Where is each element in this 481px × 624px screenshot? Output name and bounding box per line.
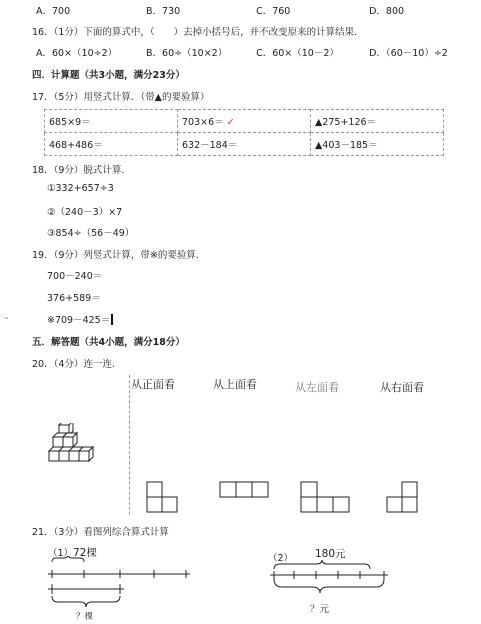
q17-cell[interactable]: 632－184＝ [178,133,311,156]
view-label-top: 从上面看 [213,378,257,391]
view-label-right: 从右面看 [380,381,424,394]
q21-stem: 21．（3分）看图列综合算式计算 [32,527,169,538]
q18-item-2[interactable]: ②（240－3）×7 [47,207,123,218]
section-4-heading: 四．计算题（共3小题，满分23分） [32,70,185,81]
q15-option-d[interactable]: D．800 [369,6,405,17]
q17-cell[interactable]: ▲403－185＝ [311,133,444,156]
q21-fig1-bottom-label: ？棵 [76,612,94,622]
q21-fig2-label: （2） [268,553,294,564]
q18-item-1[interactable]: ①332+657÷3 [47,183,114,194]
collapse-arrow-icon[interactable]: ⌄ [3,312,10,321]
q15-options [36,3,404,17]
q21-fig2-bottom-label: ？元 [310,604,330,615]
q16-stem: 16．（1分）下面的算式中，（ ）去掉小括号后，并不改变原来的计算结果． [32,27,364,38]
check-mark-icon: ✓ [226,117,235,128]
q16-options [36,45,448,59]
text-cursor [111,314,113,325]
cube-stack-icon [47,423,107,473]
shape-d[interactable] [386,481,420,513]
q18-stem: 18．（9分）脱式计算． [32,165,131,176]
q15-option-a[interactable]: A．700 [36,6,71,17]
table-row [45,110,444,133]
shape-c[interactable] [300,481,352,513]
q17-cell[interactable]: ▲275+126＝ [311,110,444,133]
divider [129,375,131,515]
q16-option-c[interactable]: C．60×（10－2） [256,48,339,59]
table-row [45,133,444,156]
q21-fig2-top-label: 180元 [315,548,346,560]
view-label-front: 从正面看 [131,378,175,391]
shape-b[interactable] [219,481,271,501]
q20-figure [47,371,455,517]
q17-table [44,109,444,156]
q18-item-3[interactable]: ③854÷（56－49） [47,228,135,239]
q16-option-d[interactable]: D．（60－10）÷2 [369,48,448,59]
q19-item-2[interactable]: 376+589＝ [47,293,101,304]
q19-item-1[interactable]: 700－240＝ [47,271,103,282]
q15-option-c[interactable]: C．760 [256,6,291,17]
q19-stem: 19．（9分）列竖式计算，带※的要验算． [32,250,206,261]
q16-option-a[interactable]: A．60×（10÷2） [36,48,118,59]
q16-option-b[interactable]: B．60÷（10×2） [146,48,228,59]
q20-stem: 20．（4分）连一连． [32,359,122,370]
q15-option-b[interactable]: B．730 [146,6,181,17]
q21-fig1-diagram [44,556,194,612]
section-5-heading: 五．解答题（共4小题，满分18分） [32,337,185,348]
q17-cell[interactable]: 703×6＝ ✓ [178,110,311,133]
view-label-left: 从左面看 [295,381,339,394]
q21-fig1-label: （1）72棵 [48,547,97,559]
q17-cell[interactable]: 468+486＝ [45,133,178,156]
q17-stem: 17．（5分）用竖式计算．（带▲的要验算） [32,92,210,103]
shape-a[interactable] [146,481,186,513]
q17-cell[interactable]: 685×9＝ [45,110,178,133]
q19-item-3[interactable]: ※709－425＝ [47,312,113,326]
